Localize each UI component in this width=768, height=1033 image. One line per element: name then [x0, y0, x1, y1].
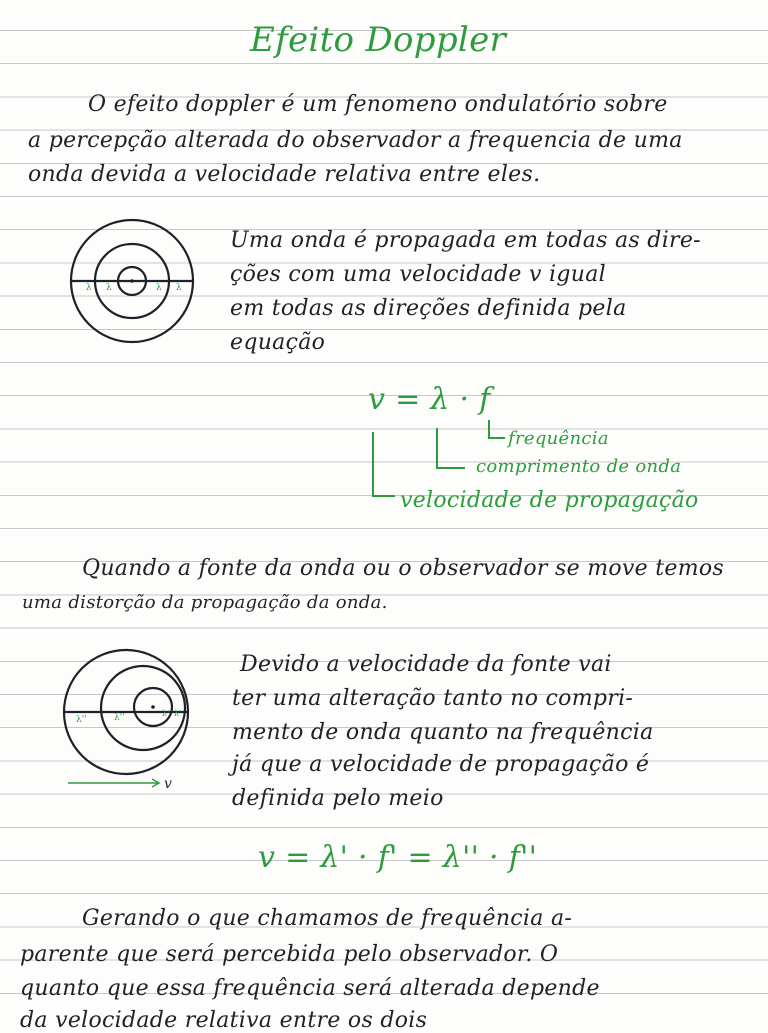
- section4-line: parente que será percebida pelo observador. O: [20, 942, 559, 967]
- wavelength-label: λ'': [76, 715, 87, 725]
- page-title: Efeito Doppler: [250, 20, 507, 60]
- section3-line: mento de onda quanto na frequência: [232, 720, 654, 745]
- wavelength-label: λ': [162, 709, 170, 718]
- wavelength-note: comprimento de onda: [476, 456, 682, 477]
- section2-line: uma distorção da propagação da onda.: [22, 592, 388, 613]
- wavelength-label: λ: [156, 283, 162, 293]
- section3-line: definida pelo meio: [232, 786, 444, 811]
- intro-line: onda devida a velocidade relativa entre eles.: [28, 162, 541, 187]
- doppler-equation: v = λ' · f' = λ'' · f'': [258, 840, 538, 875]
- velocity-note: velocidade de propagação: [400, 488, 699, 513]
- section4-line: Gerando o que chamamos de frequência a-: [82, 906, 573, 931]
- moving-source-figure: [58, 650, 198, 795]
- velocity-arrow-label: v: [164, 776, 172, 792]
- wavelength-label: λ': [174, 709, 182, 718]
- intro-line: O efeito doppler é um fenomeno ondulatório sobre: [88, 92, 668, 117]
- section4-line: quanto que essa frequência será alterada depende: [20, 976, 600, 1001]
- section1-line: ções com uma velocidade v igual: [230, 262, 606, 287]
- wavelength-label: λ: [106, 283, 112, 293]
- section3-line: Devido a velocidade da fonte vai: [240, 652, 612, 677]
- section4-line: da velocidade relativa entre os dois: [20, 1008, 428, 1033]
- wavelength-label: λ: [176, 283, 182, 293]
- wavelength-label: λ'': [114, 713, 125, 723]
- section1-line: equação: [230, 330, 326, 355]
- section3-line: já que a velocidade de propagação é: [232, 752, 650, 777]
- wavelength-label: λ: [86, 283, 92, 293]
- section1-line: em todas as direções definida pela: [230, 296, 627, 321]
- frequency-note: frequência: [508, 428, 609, 449]
- wave-equation: v = λ · f: [368, 382, 491, 417]
- section2-line: Quando a fonte da onda ou o observador se move temos: [82, 556, 725, 581]
- section3-line: ter uma alteração tanto no compri-: [232, 686, 634, 711]
- wave-circles-figure: [66, 218, 201, 348]
- section1-line: Uma onda é propagada em todas as dire-: [230, 228, 701, 253]
- intro-line: a percepção alterada do observador a frequencia de uma: [28, 128, 683, 153]
